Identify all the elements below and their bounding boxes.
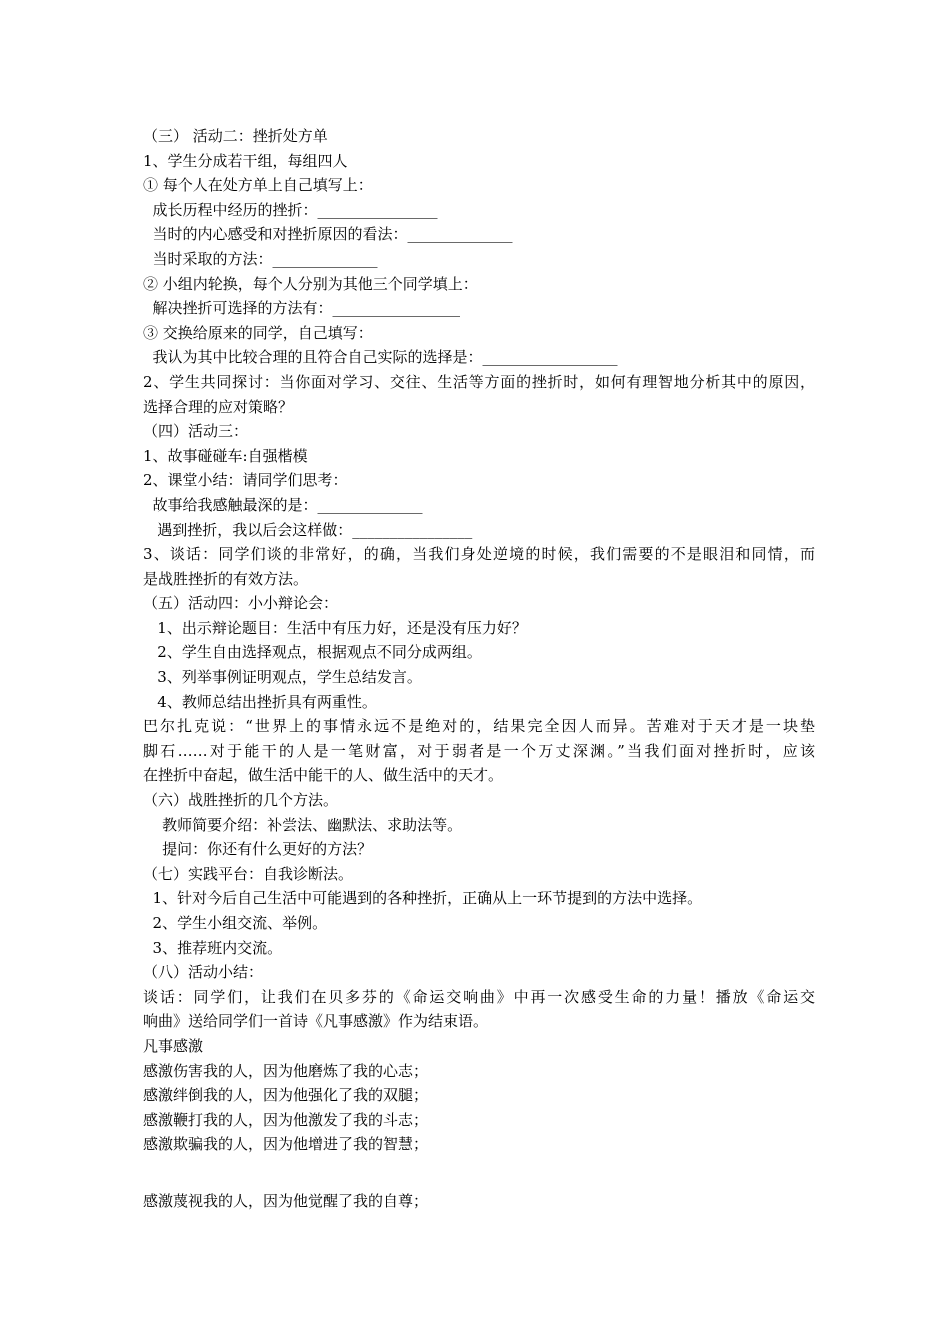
text-line: ② 小组内轮换，每个人分别为其他三个同学填上：	[143, 274, 478, 293]
blank-line	[143, 1157, 815, 1189]
text-line: 谈话：同学们，让我们在贝多芬的《命运交响曲》中再一次感受生命的力量！播放《命运交	[143, 987, 815, 1006]
text-line: 响曲》送给同学们一首诗《凡事感激》作为结束语。	[143, 1012, 489, 1031]
poem-line: 感激绊倒我的人，因为他强化了我的双腿；	[143, 1086, 429, 1105]
text-line: 2、学生自由选择观点，根据观点不同分成两组。	[143, 643, 482, 662]
text-line: 2、课堂小结：请同学们思考：	[143, 471, 348, 490]
poem-line: 感激伤害我的人，因为他磨炼了我的心志；	[143, 1061, 429, 1080]
text-line: 在挫折中奋起，做生活中能干的人、做生活中的天才。	[143, 766, 504, 785]
text-line: 成长历程中经历的挫折：________________	[143, 200, 438, 219]
section-heading-activity-2: （三） 活动二：挫折处方单	[143, 127, 328, 145]
text-line: 1、学生分成若干组，每组四人	[143, 151, 348, 170]
section-heading-summary: （八）活动小结：	[143, 963, 264, 982]
section-heading-activity-4: （五）活动四：小小辩论会：	[143, 594, 339, 613]
text-line: 1、针对今后自己生活中可能遇到的各种挫折，正确从上一环节提到的方法中选择。	[143, 889, 703, 908]
text-line: 当时采取的方法：______________	[143, 249, 378, 268]
section-heading-methods: （六）战胜挫折的几个方法。	[143, 791, 339, 810]
poem-title: 凡事感激	[143, 1036, 204, 1055]
text-line: 3、推荐班内交流。	[143, 938, 283, 957]
text-line: 2、学生共同探讨：当你面对学习、交往、生活等方面的挫折时，如何有理智地分析其中的原因，	[143, 372, 815, 391]
text-line: 3、谈话：同学们谈的非常好，的确，当我们身处逆境的时候，我们需要的不是眼泪和同情，而	[143, 545, 815, 564]
text-line: 1、出示辩论题目：生活中有压力好，还是没有压力好？	[143, 618, 527, 637]
text-line: 选择合理的应对策略？	[143, 397, 294, 416]
text-line: 1、故事碰碰车:自强楷模	[143, 446, 308, 465]
text-line: 故事给我感触最深的是：______________	[143, 495, 423, 514]
text-line: 遇到挫折，我以后会这样做：________________	[143, 520, 473, 539]
text-line: 巴尔扎克说：“世界上的事情永远不是绝对的，结果完全因人而异。苦难对于天才是一块垫	[143, 717, 815, 736]
text-line: 脚石……对于能干的人是一笔财富，对于弱者是一个万丈深渊。”当我们面对挫折时，应该	[143, 741, 815, 760]
poem-line: 感激欺骗我的人，因为他增进了我的智慧；	[143, 1135, 429, 1154]
text-line: 我认为其中比较合理的且符合自己实际的选择是：__________________	[143, 348, 618, 367]
text-line: 2、学生小组交流、举例。	[143, 914, 328, 932]
text-line: ③ 交换给原来的同学，自己填写：	[143, 323, 373, 342]
section-heading-practice: （七）实践平台：自我诊断法。	[143, 864, 354, 883]
text-line: 是战胜挫折的有效方法。	[143, 569, 309, 588]
section-heading-activity-3: （四）活动三：	[143, 422, 249, 441]
text-line: 4、教师总结出挫折具有两重性。	[143, 692, 377, 711]
poem-line: 感激鞭打我的人，因为他激发了我的斗志；	[143, 1110, 429, 1129]
text-line: 解决挫折可选择的方法有：_________________	[143, 299, 461, 318]
text-line: 教师简要介绍：补尝法、幽默法、求助法等。	[143, 815, 463, 834]
text-line: ① 每个人在处方单上自己填写上：	[143, 176, 373, 195]
poem-line: 感激蔑视我的人，因为他觉醒了我的自尊；	[143, 1191, 429, 1210]
text-line: 当时的内心感受和对挫折原因的看法：______________	[143, 225, 513, 244]
document-body	[143, 124, 815, 1214]
text-line: 3、列举事例证明观点，学生总结发言。	[143, 668, 422, 687]
text-line: 提问：你还有什么更好的方法？	[143, 840, 373, 859]
